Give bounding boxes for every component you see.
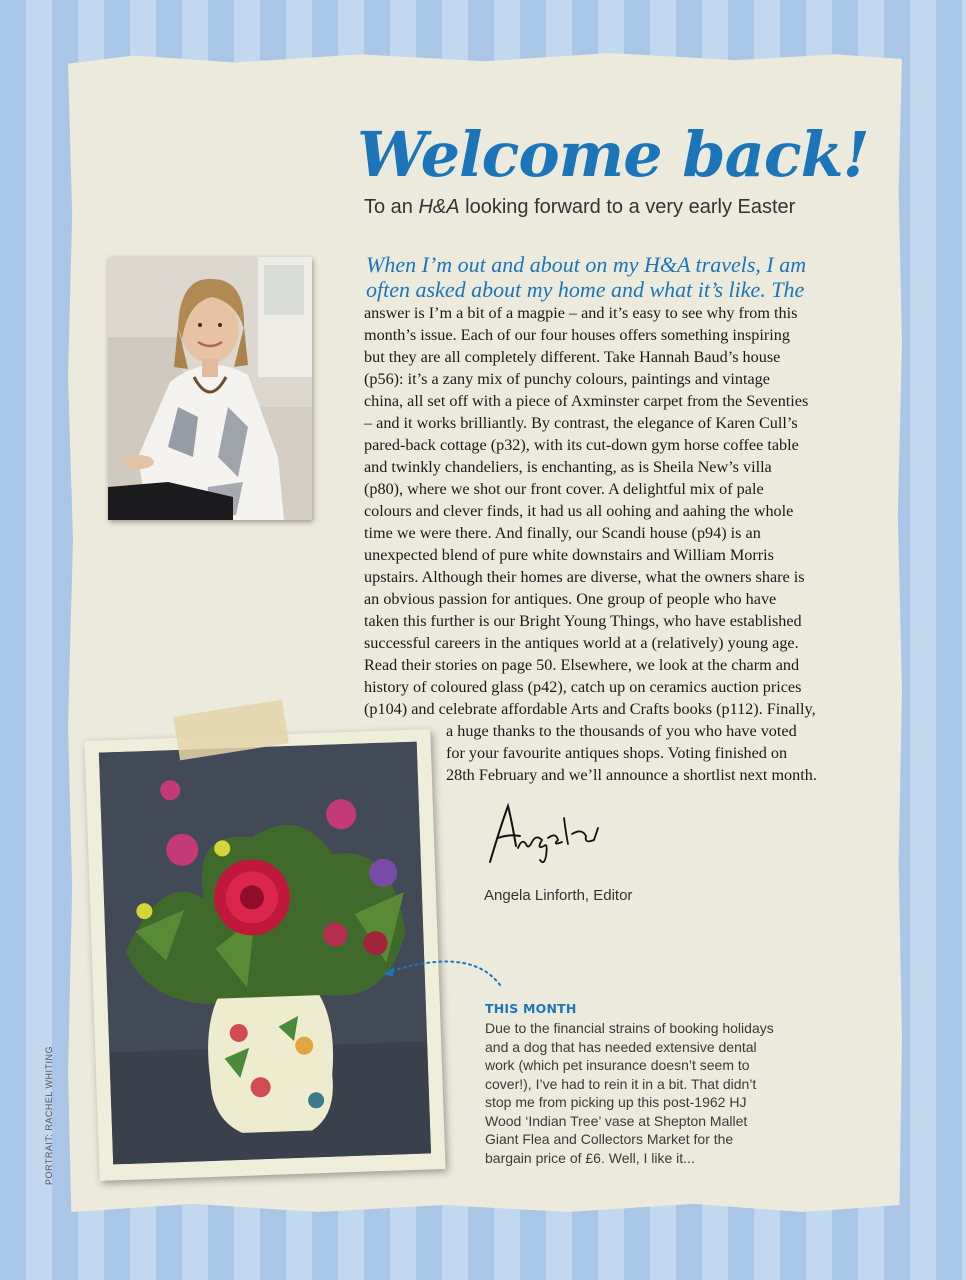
this-month-caption xyxy=(485,1019,785,1167)
body-line: china, all set off with a piece of Axminster carpet from the Seventies xyxy=(364,392,809,410)
body-line: history of coloured glass (p42), catch up on ceramics auction prices xyxy=(364,678,802,696)
body-line: month’s issue. Each of our four houses offers something inspiring xyxy=(364,326,790,344)
caption-line: Giant Flea and Collectors Market for the xyxy=(485,1131,734,1147)
body-line: Read their stories on page 50. Elsewhere, we look at the charm and xyxy=(364,656,800,674)
body-line: unexpected blend of pure white downstairs and William Morris xyxy=(364,546,774,564)
page-title: Welcome back! xyxy=(357,118,869,191)
body-line: (p104) and celebrate affordable Arts and Crafts books (p112). Finally, xyxy=(364,700,816,718)
signature-image xyxy=(486,798,616,868)
body-line: pared-back cottage (p32), with its cut-down gym horse coffee table xyxy=(364,436,799,454)
caption-line: work (which pet insurance doesn’t seem to xyxy=(485,1057,750,1073)
body-line: for your favourite antiques shops. Voting finished on xyxy=(446,744,788,762)
body-line: colours and clever finds, it had us all oohing and aahing the whole xyxy=(364,502,794,520)
caption-line: stop me from picking up this post-1962 HJ xyxy=(485,1094,747,1110)
body-line: and twinkly chandeliers, is enchanting, as is Sheila New’s villa xyxy=(364,458,772,476)
editor-portrait-illustration xyxy=(108,257,312,520)
intro-paragraph xyxy=(366,252,826,302)
caption-line: Due to the financial strains of booking holidays xyxy=(485,1020,774,1036)
subtitle-lead: To an xyxy=(364,196,419,218)
editor-portrait xyxy=(108,257,312,520)
this-month-heading: THIS MONTH xyxy=(485,1001,577,1016)
body-line: successful careers in the antiques world at a (relatively) young age. xyxy=(364,634,799,652)
photo-credit: PORTRAIT: RACHEL WHITING xyxy=(44,1045,54,1185)
subtitle-magazine-name: H&A xyxy=(418,196,460,218)
body-line: (p80), where we shot our front cover. A delightful mix of pale xyxy=(364,480,764,498)
caption-line: and a dog that has needed extensive dental xyxy=(485,1038,757,1055)
caption-line: Wood ‘Indian Tree’ vase at Shepton Mallet xyxy=(485,1112,748,1129)
caption-line: bargain price of £6. Well, I like it... xyxy=(485,1149,695,1166)
body-line: an obvious passion for antiques. One group of people who have xyxy=(364,590,777,608)
body-line: time we were there. And finally, our Scandi house (p94) is an xyxy=(364,524,761,542)
pointer-arrow-icon xyxy=(380,945,510,990)
intro-line: often asked about my home and what it’s like. The xyxy=(366,277,805,302)
caption-line: cover!), I’ve had to rein it in a bit. That didn’t xyxy=(485,1075,757,1092)
body-line: 28th February and we’ll announce a shortlist next month. xyxy=(446,766,817,784)
body-line: (p56): it’s a zany mix of punchy colours, paintings and vintage xyxy=(364,370,770,388)
body-line: answer is I’m a bit of a magpie – and it’s easy to see why from this xyxy=(364,304,798,322)
intro-line: When I’m out and about on my H&A travels, I am xyxy=(366,252,807,277)
letter-body-continued xyxy=(446,720,846,786)
letter-body xyxy=(364,302,836,720)
editor-name: Angela Linforth, Editor xyxy=(484,887,633,904)
body-line: taken this further is our Bright Young Things, who have established xyxy=(364,612,802,630)
body-line: upstairs. Although their homes are diverse, what the owners share is xyxy=(364,568,805,586)
body-line: a huge thanks to the thousands of you who have voted xyxy=(446,722,797,740)
page-subtitle xyxy=(364,196,795,219)
body-line: – and it works brilliantly. By contrast, the elegance of Karen Cull’s xyxy=(364,414,798,432)
subtitle-tail: looking forward to a very early Easter xyxy=(459,196,796,218)
body-line: but they are all completely different. Take Hannah Baud’s house xyxy=(364,348,781,366)
